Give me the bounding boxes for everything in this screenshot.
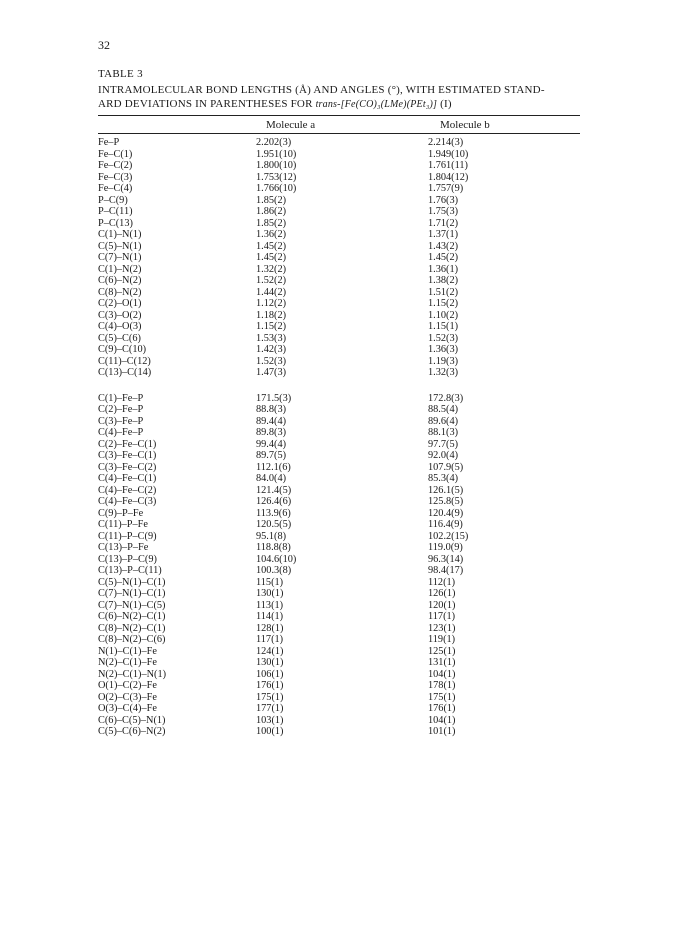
value-molecule-a: 1.85(2) [256, 217, 287, 229]
value-molecule-a: 176(1) [256, 680, 284, 691]
value-molecule-b: 104(1) [428, 668, 456, 680]
value-molecule-b: 1.51(2) [428, 286, 459, 298]
bond-length-row [98, 321, 580, 333]
value-molecule-a: 130(1) [256, 588, 284, 599]
value-molecule-b: 102.2(15) [428, 530, 469, 542]
value-molecule-b: 89.6(4) [428, 415, 459, 427]
bond-angle-row [98, 669, 580, 681]
value-molecule-a: 1.32(2) [256, 263, 287, 275]
row-label: C(1)–Fe–P [98, 392, 144, 404]
bond-angle-row [98, 588, 580, 600]
row-label: C(3)–Fe–C(1) [98, 450, 157, 461]
value-molecule-b: 119.0(9) [428, 542, 463, 553]
value-molecule-b: 176(1) [428, 703, 456, 714]
value-molecule-a: 113(1) [256, 599, 284, 611]
bond-angle-row [98, 462, 580, 474]
value-molecule-a: 100(1) [256, 726, 284, 737]
value-molecule-a: 177(1) [256, 703, 284, 714]
row-label: C(9)–P–Fe [98, 507, 144, 519]
row-label: C(11)–P–C(9) [98, 530, 157, 542]
value-molecule-a: 1.52(2) [256, 275, 287, 286]
bond-angle-row [98, 404, 580, 416]
value-molecule-b: 1.52(3) [428, 332, 459, 344]
bond-angle-row [98, 692, 580, 704]
bond-angle-row [98, 623, 580, 635]
value-molecule-a: 128(1) [256, 622, 284, 634]
column-header-molecule-a: Molecule a [266, 119, 316, 131]
value-molecule-b: 1.38(2) [428, 275, 459, 286]
row-label: C(11)–P–Fe [98, 519, 148, 530]
value-molecule-b: 88.1(3) [428, 427, 459, 438]
row-label: Fe–C(2) [98, 160, 133, 171]
value-molecule-a: 1.45(2) [256, 240, 287, 252]
value-molecule-b: 1.37(1) [428, 229, 459, 240]
bond-length-row [98, 172, 580, 184]
bond-angle-row [98, 554, 580, 566]
header-bottom-rule [98, 133, 580, 134]
value-molecule-b: 1.804(12) [428, 171, 469, 183]
bond-length-row [98, 333, 580, 345]
value-molecule-a: 104.6(10) [256, 553, 297, 565]
value-molecule-b: 2.214(3) [428, 137, 464, 148]
row-label: C(11)–C(12) [98, 355, 151, 367]
bond-angle-row [98, 657, 580, 669]
bond-angle-row [98, 715, 580, 727]
bond-length-row [98, 195, 580, 207]
row-label: C(5)–C(6) [98, 332, 141, 344]
row-label: C(13)–P–C(11) [98, 565, 162, 576]
table-label: TABLE 3 [98, 68, 143, 80]
row-label: C(2)–Fe–P [98, 404, 144, 415]
value-molecule-a: 2.202(3) [256, 137, 292, 148]
bond-length-row [98, 160, 580, 172]
row-label: C(9)–C(10) [98, 344, 147, 355]
value-molecule-a: 121.4(5) [256, 484, 292, 496]
value-molecule-a: 112.1(6) [256, 461, 291, 473]
value-molecule-a: 124(1) [256, 645, 284, 657]
bond-angle-row [98, 531, 580, 543]
row-label: N(2)–C(1)–N(1) [98, 668, 167, 680]
row-label: Fe–C(1) [98, 148, 133, 160]
bond-length-row [98, 264, 580, 276]
bond-angle-row [98, 519, 580, 531]
value-molecule-b: 107.9(5) [428, 461, 464, 473]
value-molecule-a: 89.7(5) [256, 450, 287, 461]
bond-angle-row [98, 439, 580, 451]
row-label: C(7)–N(1)–C(5) [98, 599, 166, 611]
data-table-body [98, 137, 580, 738]
value-molecule-a: 130(1) [256, 657, 284, 668]
value-molecule-b: 1.36(1) [428, 263, 459, 275]
value-molecule-a: 1.85(2) [256, 194, 287, 206]
value-molecule-b: 1.15(1) [428, 321, 459, 332]
value-molecule-a: 89.8(3) [256, 427, 287, 438]
value-molecule-b: 1.43(2) [428, 240, 459, 252]
row-label: P–C(13) [98, 217, 133, 229]
value-molecule-b: 98.4(17) [428, 565, 464, 576]
row-label: O(1)–C(2)–Fe [98, 680, 157, 691]
value-molecule-a: 175(1) [256, 691, 284, 703]
bond-length-row [98, 275, 580, 287]
value-molecule-b: 1.71(2) [428, 217, 459, 229]
bond-length-row [98, 310, 580, 322]
value-molecule-a: 1.18(2) [256, 309, 287, 321]
row-label: C(8)–N(2)–C(6) [98, 634, 166, 645]
row-label: C(7)–N(1) [98, 252, 142, 263]
value-molecule-b: 104(1) [428, 714, 456, 726]
page-number: 32 [98, 38, 110, 52]
value-molecule-b: 1.75(3) [428, 206, 459, 217]
value-molecule-a: 1.44(2) [256, 286, 287, 298]
value-molecule-b: 96.3(14) [428, 553, 464, 565]
bond-length-row [98, 206, 580, 218]
value-molecule-b: 85.3(4) [428, 473, 459, 484]
value-molecule-a: 1.36(2) [256, 229, 287, 240]
value-molecule-a: 1.766(10) [256, 183, 297, 194]
row-label: C(4)–Fe–C(3) [98, 496, 157, 507]
value-molecule-b: 1.949(10) [428, 148, 469, 160]
bond-angle-row [98, 646, 580, 658]
value-molecule-b: 1.45(2) [428, 252, 459, 263]
bond-angle-row [98, 416, 580, 428]
value-molecule-b: 120.4(9) [428, 507, 464, 519]
row-label: C(5)–N(1)–C(1) [98, 576, 166, 588]
value-molecule-b: 1.10(2) [428, 309, 459, 321]
bond-angle-row [98, 393, 580, 405]
value-molecule-b: 101(1) [428, 726, 456, 737]
value-molecule-b: 172.8(3) [428, 392, 464, 404]
value-molecule-a: 103(1) [256, 714, 284, 726]
bond-length-row [98, 149, 580, 161]
value-molecule-b: 119(1) [428, 634, 456, 645]
value-molecule-a: 117(1) [256, 634, 284, 645]
value-molecule-a: 95.1(8) [256, 530, 287, 542]
row-label: C(3)–O(2) [98, 309, 142, 321]
value-molecule-b: 126.1(5) [428, 484, 464, 496]
value-molecule-b: 131(1) [428, 657, 456, 668]
bond-angle-row [98, 485, 580, 497]
bond-angle-row [98, 496, 580, 508]
value-molecule-a: 84.0(4) [256, 473, 287, 484]
bond-length-row [98, 367, 580, 379]
value-molecule-b: 92.0(4) [428, 450, 459, 461]
row-label: C(13)–P–C(9) [98, 553, 157, 565]
bond-length-row [98, 298, 580, 310]
row-label: C(1)–N(2) [98, 263, 142, 275]
bond-angle-row [98, 726, 580, 738]
value-molecule-b: 178(1) [428, 680, 456, 691]
row-label: Fe–P [98, 137, 120, 148]
row-label: C(6)–N(2)–C(1) [98, 611, 166, 622]
value-molecule-b: 126(1) [428, 588, 456, 599]
value-molecule-b: 120(1) [428, 599, 456, 611]
value-molecule-b: 112(1) [428, 576, 456, 588]
row-label: C(4)–Fe–P [98, 427, 144, 438]
row-label: N(1)–C(1)–Fe [98, 645, 157, 657]
bond-angle-row [98, 473, 580, 485]
bond-angle-row [98, 680, 580, 692]
bond-length-row [98, 218, 580, 230]
row-label: Fe–C(3) [98, 171, 133, 183]
row-label: C(6)–C(5)–N(1) [98, 714, 166, 726]
row-label: C(5)–C(6)–N(2) [98, 726, 166, 737]
value-molecule-a: 99.4(4) [256, 438, 287, 450]
row-label: N(2)–C(1)–Fe [98, 657, 157, 668]
row-label: C(3)–Fe–C(2) [98, 461, 157, 473]
bond-length-row [98, 252, 580, 264]
caption-line-2-post: (I) [437, 98, 452, 110]
caption-formula: trans-[Fe(CO)₃(LMe)(PEt₃)] [315, 99, 438, 110]
bond-angle-row [98, 450, 580, 462]
value-molecule-a: 1.753(12) [256, 171, 297, 183]
value-molecule-b: 88.5(4) [428, 404, 459, 415]
value-molecule-b: 117(1) [428, 611, 456, 622]
bond-length-row [98, 344, 580, 356]
column-header-molecule-b: Molecule b [440, 119, 490, 131]
value-molecule-a: 1.47(3) [256, 367, 287, 378]
row-label: P–C(9) [98, 194, 128, 206]
value-molecule-b: 125(1) [428, 645, 456, 657]
table-caption [98, 83, 582, 112]
bond-angle-row [98, 703, 580, 715]
caption-line-2-pre: ARD DEVIATIONS IN PARENTHESES FOR [98, 98, 316, 110]
bond-angle-row [98, 542, 580, 554]
value-molecule-b: 116.4(9) [428, 519, 463, 530]
row-label: Fe–C(4) [98, 183, 133, 194]
bond-length-row [98, 137, 580, 149]
row-label: C(5)–N(1) [98, 240, 142, 252]
value-molecule-b: 1.15(2) [428, 298, 459, 309]
bond-angle-row [98, 427, 580, 439]
value-molecule-a: 126.4(6) [256, 496, 292, 507]
row-label: C(8)–N(2) [98, 286, 142, 298]
bond-length-row [98, 356, 580, 368]
row-label: C(8)–N(2)–C(1) [98, 622, 166, 634]
row-label: O(2)–C(3)–Fe [98, 691, 157, 703]
value-molecule-a: 171.5(3) [256, 392, 292, 404]
value-molecule-b: 1.32(3) [428, 367, 459, 378]
value-molecule-a: 1.12(2) [256, 298, 287, 309]
bond-length-row [98, 241, 580, 253]
value-molecule-b: 1.36(3) [428, 344, 459, 355]
bond-length-row [98, 183, 580, 195]
value-molecule-a: 100.3(8) [256, 565, 292, 576]
value-molecule-a: 1.52(3) [256, 355, 287, 367]
value-molecule-a: 88.8(3) [256, 404, 287, 415]
row-label: C(13)–P–Fe [98, 542, 149, 553]
value-molecule-b: 123(1) [428, 622, 456, 634]
row-label: C(4)–Fe–C(2) [98, 484, 157, 496]
row-label: C(6)–N(2) [98, 275, 142, 286]
value-molecule-a: 113.9(6) [256, 507, 291, 519]
value-molecule-b: 175(1) [428, 691, 456, 703]
bond-angle-row [98, 600, 580, 612]
bond-length-row [98, 287, 580, 299]
row-label: C(13)–C(14) [98, 367, 152, 378]
value-molecule-b: 125.8(5) [428, 496, 464, 507]
value-molecule-a: 1.42(3) [256, 344, 287, 355]
value-molecule-a: 1.800(10) [256, 160, 297, 171]
row-label: C(2)–O(1) [98, 298, 142, 309]
bond-angle-row [98, 577, 580, 589]
row-label: C(7)–N(1)–C(1) [98, 588, 166, 599]
bond-angle-row [98, 634, 580, 646]
value-molecule-a: 89.4(4) [256, 415, 287, 427]
value-molecule-a: 1.53(3) [256, 332, 287, 344]
row-label: O(3)–C(4)–Fe [98, 703, 157, 714]
row-label: C(1)–N(1) [98, 229, 142, 240]
bond-angle-row [98, 565, 580, 577]
value-molecule-a: 1.15(2) [256, 321, 287, 332]
bond-angle-row [98, 611, 580, 623]
table-top-rule [98, 115, 580, 116]
value-molecule-a: 115(1) [256, 576, 284, 588]
value-molecule-b: 97.7(5) [428, 438, 459, 450]
value-molecule-b: 1.761(11) [428, 160, 468, 171]
value-molecule-b: 1.757(9) [428, 183, 464, 194]
caption-line-1: INTRAMOLECULAR BOND LENGTHS (Å) AND ANGLES (°), WITH ESTIMATED STAND- [98, 84, 545, 96]
value-molecule-a: 118.8(8) [256, 542, 291, 553]
value-molecule-b: 1.76(3) [428, 194, 459, 206]
value-molecule-a: 120.5(5) [256, 519, 292, 530]
value-molecule-a: 1.45(2) [256, 252, 287, 263]
caption-line-2 [98, 97, 582, 112]
value-molecule-b: 1.19(3) [428, 355, 459, 367]
row-label: C(4)–O(3) [98, 321, 142, 332]
bond-length-row [98, 229, 580, 241]
value-molecule-a: 106(1) [256, 668, 284, 680]
value-molecule-a: 1.86(2) [256, 206, 287, 217]
bond-angle-row [98, 508, 580, 520]
value-molecule-a: 1.951(10) [256, 148, 297, 160]
row-label: C(3)–Fe–P [98, 415, 144, 427]
row-label: P–C(11) [98, 206, 133, 217]
row-label: C(2)–Fe–C(1) [98, 438, 157, 450]
row-label: C(4)–Fe–C(1) [98, 473, 157, 484]
value-molecule-a: 114(1) [256, 611, 284, 622]
